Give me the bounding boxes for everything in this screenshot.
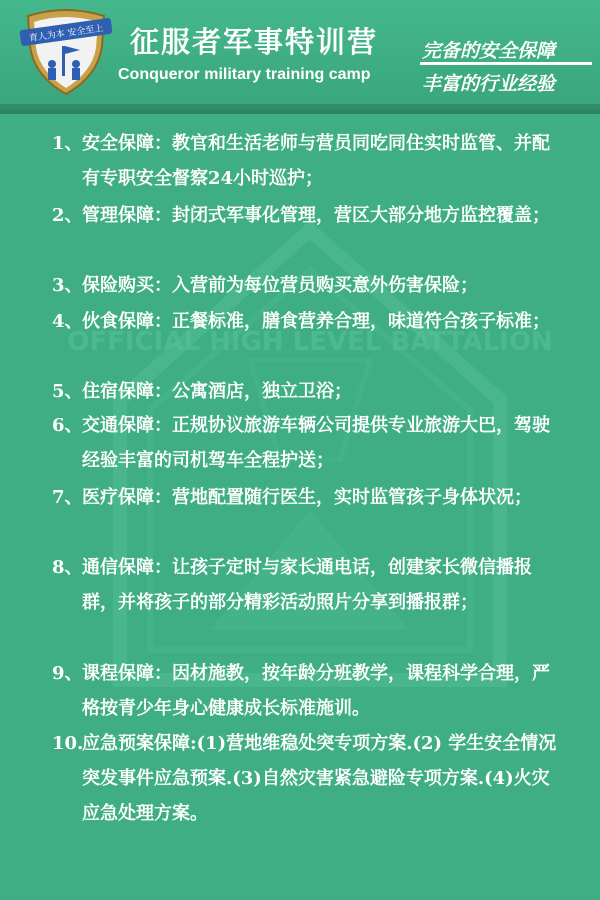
slogan-divider xyxy=(420,62,592,65)
item-number: 8、 xyxy=(52,557,83,578)
item-number: 7、 xyxy=(52,487,83,508)
item-number: 3、 xyxy=(52,275,83,296)
list-item xyxy=(52,480,560,515)
logo-badge-text: 育人为本 安全至上 xyxy=(28,23,105,45)
camp-title-english: Conqueror military training camp xyxy=(118,66,371,83)
list-item xyxy=(52,198,560,233)
list-item xyxy=(52,408,560,478)
list-item xyxy=(52,126,560,196)
item-text: 管理保障：封闭式军事化管理，营区大部分地方监控覆盖； xyxy=(82,205,550,226)
item-number: 2、 xyxy=(52,205,83,226)
shield-logo-icon xyxy=(18,6,114,96)
camp-title-chinese: 征服者军事特训营 xyxy=(130,25,379,59)
item-number: 6、 xyxy=(52,415,83,436)
item-text: 保险购买：入营前为每位营员购买意外伤害保险； xyxy=(82,275,478,296)
item-text: 交通保障：正规协议旅游车辆公司提供专业旅游大巴，驾驶经验丰富的司机驾车全程护送； xyxy=(82,415,550,471)
list-item xyxy=(52,304,560,339)
item-number: 5、 xyxy=(52,381,83,402)
item-text: 通信保障：让孩子定时与家长通电话，创建家长微信播报群，并将孩子的部分精彩活动照片分享到播报群； xyxy=(82,557,532,613)
header-banner xyxy=(0,0,600,110)
watermark-text: OFFICIAL HIGH LEVEL BATTALION xyxy=(67,327,553,357)
list-item xyxy=(52,268,560,303)
slogan-line-2: 丰富的行业经验 xyxy=(422,73,556,95)
slogan-line-1: 完备的安全保障 xyxy=(422,40,556,62)
list-item xyxy=(52,550,560,620)
item-text: 住宿保障：公寓酒店，独立卫浴； xyxy=(82,381,352,402)
list-item xyxy=(52,374,560,409)
item-number: 1、 xyxy=(52,133,83,154)
item-text: 医疗保障：营地配置随行医生，实时监管孩子身体状况； xyxy=(82,487,532,508)
item-text: 伙食保障：正餐标准，膳食营养合理，味道符合孩子标准； xyxy=(82,311,550,332)
item-text: 课程保障：因材施教，按年龄分班教学，课程科学合理，严格按青少年身心健康成长标准施训。 xyxy=(82,663,550,719)
item-text: 安全保障：教官和生活老师与营员同吃同住实时监管、并配有专职安全督察24小时巡护； xyxy=(82,133,550,189)
list-item xyxy=(52,726,560,831)
item-number: 10. xyxy=(52,733,84,754)
item-text: 应急预案保障:(1)营地维稳处突专项方案.(2) 学生安全情况突发事件应急预案.(3)自然灾害紧急避险专项方案.(4)火灾应急处理方案。 xyxy=(82,733,557,824)
list-item xyxy=(52,656,560,726)
item-number: 9、 xyxy=(52,663,83,684)
item-number: 4、 xyxy=(52,311,83,332)
